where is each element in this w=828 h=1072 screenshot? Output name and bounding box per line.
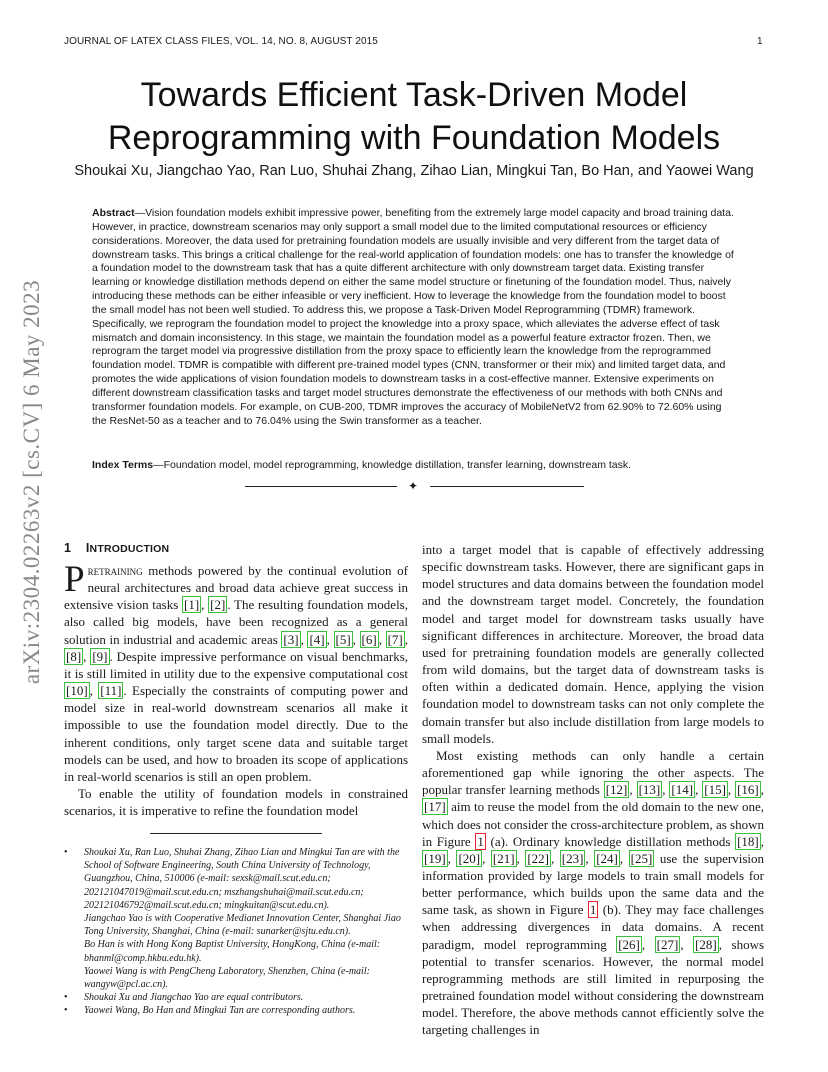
text-run: . The resulting foundation models, also called big models, have been recognized as a general solution in industrial and academic areas bbox=[64, 597, 408, 647]
index-terms-text: —Foundation model, model reprogramming, knowledge distillation, transfer learning, downstream task. bbox=[153, 459, 632, 471]
citation-link[interactable]: [1] bbox=[184, 597, 200, 613]
citation-link[interactable]: [6] bbox=[361, 631, 377, 647]
right-column bbox=[422, 541, 764, 1039]
footnote-equal-contribution bbox=[64, 991, 408, 1004]
dropcap-letter: P bbox=[64, 559, 85, 600]
citation-link[interactable]: [5] bbox=[335, 631, 351, 647]
citation-link[interactable]: [23] bbox=[561, 850, 584, 866]
intro-paragraph-4: Most existing methods can only handle a certain aforementioned gap while ignoring the other aspects. The popular transfer learning methods [12] , [13] , [14] , [15] , [16] , [17] aim to reuse the model from the old domain to the new one, which does not consider the cross-architecture problem, as shown in Figure 1 (a). Ordinary knowledge distillation methods [18] , [19] , [20] , [21] , [22] , [23] , [24] , [25] use the supervision information provided by large models to train small models for better performance, which builds upon the same data and the same task, as shown in Figure 1 (b). They may face challenges when addressing divergences in data domains. A recent paradigm, model reprogramming [26] , [27] , [28] , shows potential to transfer scenarios. However, the normal model reprogramming methods are still limited in repurposing the pretrained foundation model without considering the downstream model. Therefore, the above methods cannot efficiently solve the targeting challenges in bbox=[422, 747, 765, 1038]
citation-link[interactable]: [10] bbox=[66, 683, 88, 699]
citation-link[interactable]: [4] bbox=[309, 631, 325, 647]
footnote-text: Bo Han is with Hong Kong Baptist University, HongKong, China (e-mail: bhanml@comp.hkbu.edu.hk). bbox=[84, 939, 381, 964]
journal-header: JOURNAL OF LATEX CLASS FILES, VOL. 14, NO. 8, AUGUST 2015 bbox=[64, 36, 378, 47]
citation-link[interactable]: [12] bbox=[605, 782, 628, 798]
citation-link[interactable]: [26] bbox=[618, 936, 640, 952]
figure-link[interactable]: 1 bbox=[477, 833, 484, 849]
citation-link[interactable]: [27] bbox=[656, 936, 679, 952]
citation-link[interactable]: [11] bbox=[100, 683, 122, 699]
abstract bbox=[92, 207, 737, 429]
text-run: methods powered by the continual evolution of neural architectures and broad data achieve great success in extensive vision tasks bbox=[64, 563, 408, 613]
text-run: aim to reuse the model from the old domain to the new one, which does not consider the cross-architecture problem, as shown in Figure bbox=[422, 799, 764, 849]
bullet-icon: • bbox=[64, 1005, 68, 1017]
author-list: Shoukai Xu, Jiangchao Yao, Ran Luo, Shuhai Zhang, Zihao Lian, Mingkui Tan, Bo Han, and Yaowei Wang bbox=[74, 163, 754, 179]
section-title-rest: NTRODUCTION bbox=[89, 543, 170, 555]
title-line-1: Towards Efficient Task-Driven Model bbox=[140, 76, 688, 114]
text-run: , shows potential to transfer scenarios. However, the normal model reprogramming methods are still limited in repurposing the pretrained foundation model without considering the downstream model. Therefore, the above methods cannot efficiently solve the targeting challenges in bbox=[422, 936, 765, 1038]
citation-link[interactable]: [21] bbox=[492, 850, 515, 866]
divider-right bbox=[430, 486, 584, 487]
section-heading bbox=[64, 541, 408, 555]
footnotes bbox=[64, 846, 408, 1018]
footnote-text: Shoukai Xu and Jiangchao Yao are equal contributors. bbox=[84, 992, 304, 1004]
title-line-2: Reprogramming with Foundation Models bbox=[107, 119, 721, 157]
arxiv-stamp bbox=[12, 279, 52, 685]
intro-paragraph-1: Pretraining methods powered by the continual evolution of neural architectures and broad data achieve great success in extensive vision tasks [1] , [2] . The resulting foundation models, also called big models, have been recognized as a general solution in industrial and academic areas [3] , [4] , [5] , [6] , [7] , [8] , [9] . Despite impressive performance on visual benchmarks, it is still limited in utility due to the expensive computational cost [10] , [11] . Especially the constraints of computing power and model size in real-world downstream scenarios all make it impossible to use the foundation model directly. Due to the inherent conditions, only target scene data and suitable target models can be used, and how to broaden its scope of applications in real-world scenarios is still an open problem. bbox=[64, 559, 409, 784]
citation-link[interactable]: [19] bbox=[424, 850, 446, 866]
text-run: use the supervision information provided by large models to train small models for better performance, which builds upon the same data and the same task, as shown in Figure bbox=[422, 850, 764, 918]
citation-link[interactable]: [9] bbox=[92, 648, 108, 664]
citation-link[interactable]: [20] bbox=[458, 850, 481, 866]
divider-diamond-icon: ✦ bbox=[408, 479, 419, 493]
figure-link[interactable]: 1 bbox=[589, 902, 597, 918]
left-column bbox=[64, 541, 408, 819]
index-terms-label: Index Terms bbox=[92, 459, 154, 471]
text-run: (b). They may face challenges when addressing divergences in data domains. A recent paradigm, model reprogramming bbox=[422, 902, 764, 952]
citation-link[interactable]: [22] bbox=[527, 850, 549, 866]
citation-link[interactable]: [7] bbox=[387, 631, 403, 647]
citation-link[interactable]: [13] bbox=[638, 782, 661, 798]
citation-link[interactable]: [17] bbox=[424, 799, 446, 815]
footnote-rule bbox=[150, 833, 322, 834]
citation-link[interactable]: [8] bbox=[66, 648, 82, 664]
citation-link[interactable]: [25] bbox=[630, 850, 653, 866]
footnote-text: Jiangchao Yao is with Cooperative Medianet Innovation Center, Shanghai Jiao Tong University, Shanghai, China (e-mail: sunarker@sjtu.edu.cn). bbox=[84, 913, 401, 938]
section-number: 1 bbox=[64, 541, 72, 555]
intro-paragraph-2: To enable the utility of foundation models in constrained scenarios, it is imperative to refine the foundation model bbox=[64, 786, 408, 819]
citation-link[interactable]: [18] bbox=[737, 833, 759, 849]
abstract-text: —Vision foundation models exhibit impressive power, benefiting from the extremely large model capacity and broad training data. However, in practice, downstream scenarios may only support a small model due to the limited computational resources or efficiency considerations. Moreover, the data used for pretraining foundation models are usually invisible and very different from the target data of downstream tasks. This brings a critical challenge for the real-world application of foundation models: one has to transfer the knowledge of a foundation model to the downstream task that has a quite different architecture with only downstream target data. Existing transfer learning or knowledge distillation methods depend on either the same model structure or finetuning of the foundation model. Thus, naively introducing these methods can be either infeasible or very inefficient. How to leverage the knowledge from the foundation model to boost the small model has not been well studied. To address this, we propose a Task-Driven Model Reprogramming (TDMR) framework. Specifically, we reprogram the foundation model to project the knowledge into a proxy space, which alleviates the adverse effect of task mismatch and domain inconsistency. In this stage, we maintain the foundation model as a powerful feature extractor frozen. Then, we reprogram the target model via progressive distillation from the proxy space to efficiently learn the knowledge from the reprogrammed foundation model. TDMR is compatible with different pre-trained model types (CNN, transformer or their mix) and limited target data, and promotes the wide applications of vision foundation models to downstream tasks in a cost-effective manner. Extensive experiments on different downstream classification tasks and target model structures demonstrate the effectiveness of our methods with both CNNs and transformer foundation models. For example, on CUB-200, TDMR improves the accuracy of MobileNetV2 from 62.90% to 72.60% using the ResNet-50 as a teacher and to 76.04% using the Swin transformer as a teacher. bbox=[92, 207, 734, 427]
footnote-affiliations bbox=[64, 846, 408, 912]
intro-paragraph-3: into a target model that is capable of effectively addressing specific downstream tasks. However, there are significant gaps in model structures and data domains between the foundation model and the downstream target model. Concretely, the foundation model and target model for downstream tasks usually have significant differences in architecture. Moreover, the broad data used for pretraining foundation models are generally collected from wild domains, but the target data of downstream tasks is often within a dedicated domain. Hence, applying the vision foundation model to downstream tasks can not only complete the domain transfer but also include distillation from large models to small models. bbox=[422, 542, 764, 746]
dropcap-word: retraining bbox=[87, 563, 143, 578]
page-number: 1 bbox=[757, 36, 763, 47]
divider-left bbox=[245, 486, 397, 487]
index-terms bbox=[92, 459, 737, 471]
footnote-text: Yaowei Wang is with PengCheng Laboratory, Shenzhen, China (e-mail: wangyw@pcl.ac.cn). bbox=[84, 965, 370, 991]
text-run: (a). Ordinary knowledge distillation methods bbox=[485, 833, 736, 849]
footnote-corresponding bbox=[64, 1004, 408, 1017]
text-run: . Especially the constraints of computing power and model size in real-world downstream scenarios all make it impossible to use the foundation model directly. Due to the inherent conditions, only target scene data and suitable target models can be used, and how to broaden its scope of applications in real-world scenarios is still an open problem. bbox=[64, 683, 408, 784]
text-run: Most existing methods can only handle a certain aforementioned gap while ignoring the other aspects. The popular transfer learning methods bbox=[422, 747, 764, 798]
citation-link[interactable]: [28] bbox=[695, 936, 717, 952]
footnote-text: Shoukai Xu, Ran Luo, Shuhai Zhang, Zihao Lian and Mingkui Tan are with the School of Software Engineering, South China University of Technology, Guangzhou, China, 510006 (e-mail: sexsk@mail.scut.edu.cn; 202121047019@mail.scut.edu.cn; mszhangshuhai@mail.scut.edu.cn; 202121046792@mail.scut.edu.cn; mingkuitan@scut.edu.cn). bbox=[84, 847, 400, 911]
bullet-icon: • bbox=[64, 847, 68, 858]
text-run: . Despite impressive performance on visual benchmarks, it is still limited in utility due to the expensive computational cost bbox=[64, 648, 408, 681]
citation-link[interactable]: [2] bbox=[210, 597, 226, 613]
arxiv-identifier[interactable]: arXiv:2304.02263v2 [cs.CV] 6 May 2023 bbox=[19, 279, 44, 685]
citation-link[interactable]: [14] bbox=[671, 782, 694, 798]
paper-title bbox=[60, 74, 768, 160]
citation-link[interactable]: [15] bbox=[704, 782, 726, 798]
citation-link[interactable]: [3] bbox=[283, 631, 299, 647]
footnote-text: Yaowei Wang, Bo Han and Mingkui Tan are corresponding authors. bbox=[84, 1005, 356, 1017]
bullet-icon: • bbox=[64, 992, 68, 1004]
section-title-initial: I bbox=[85, 541, 90, 555]
citation-link[interactable]: [24] bbox=[596, 850, 618, 866]
abstract-label: Abstract bbox=[92, 207, 135, 219]
citation-link[interactable]: [16] bbox=[737, 782, 759, 798]
